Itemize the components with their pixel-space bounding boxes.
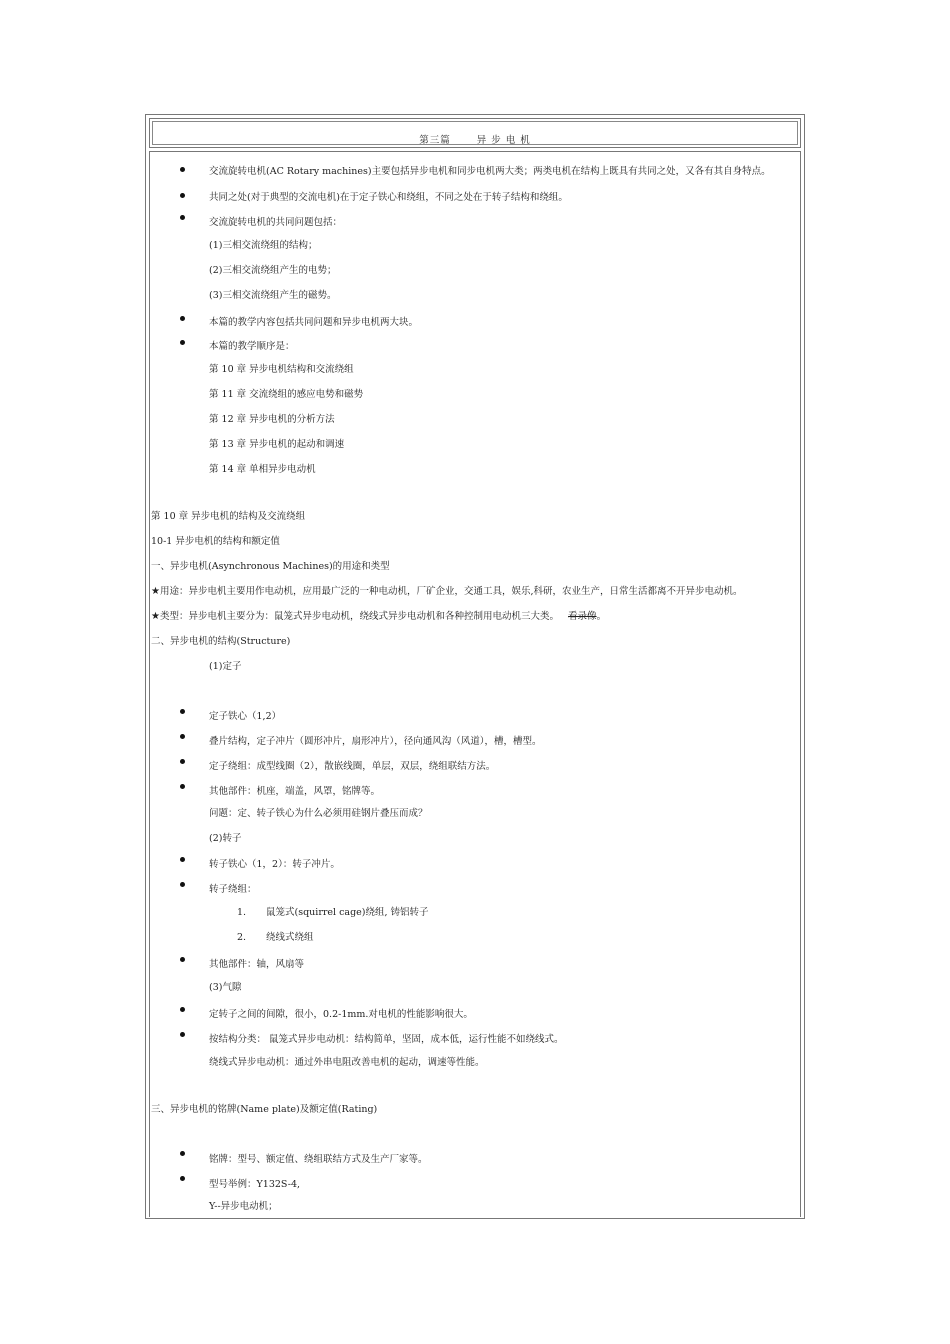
video-link[interactable]: 看录像: [568, 611, 597, 622]
intro-sub-2: (2)三相交流绕组产生的电势；: [209, 265, 337, 276]
airgap-item-3: 绕线式异步电动机：通过外串电阻改善电机的起动，调速等性能。: [209, 1057, 485, 1068]
intro-bullet-5: 本篇的教学顺序是：: [209, 341, 295, 352]
intro-sub-1: (1)三相交流绕组的结构；: [209, 240, 318, 251]
rotor-heading: (2)转子: [209, 833, 242, 844]
chapter-list-10: 第 10 章 异步电机结构和交流绕组: [209, 364, 354, 375]
bullet-icon: [180, 1151, 185, 1156]
rotor-sub-1: 鼠笼式(squirrel cage)绕组, 铸铝转子: [266, 907, 429, 918]
chapter-title: 第 10 章 异步电机的结构及交流绕组: [151, 511, 306, 522]
star-icon: ★: [151, 586, 160, 597]
rotor-item-2: 转子绕组：: [209, 884, 257, 895]
heading-1: 一、异步电机(Asynchronous Machines)的用途和类型: [151, 561, 390, 572]
section-title: 10-1 异步电机的结构和额定值: [151, 536, 280, 547]
type-paragraph: [151, 611, 606, 623]
intro-bullet-2: 共同之处(对于典型的交流电机)在于定子铁心和绕组，不同之处在于转子结构和绕组。: [209, 192, 568, 203]
intro-sub-3: (3)三相交流绕组产生的磁势。: [209, 290, 337, 301]
intro-bullet-4: 本篇的教学内容包括共同问题和异步电机两大块。: [209, 317, 419, 328]
chapter-list-14: 第 14 章 单相异步电动机: [209, 464, 316, 475]
airgap-item-2: 按结构分类： 鼠笼式异步电动机：结构简单，坚固，成本低，运行性能不如绕线式。: [209, 1034, 564, 1045]
airgap-heading: (3)气隙: [209, 982, 242, 993]
type-text: 类型：异步电机主要分为：鼠笼式异步电动机，绕线式异步电动机和各种控制用电动机三大类。: [159, 611, 559, 622]
bullet-icon: [180, 957, 185, 962]
rotor-sub-2-number: 2.: [237, 932, 247, 943]
bullet-icon: [180, 734, 185, 739]
stator-item-3: 定子绕组：成型线圈（2），散嵌线圈，单层，双层，绕组联结方法。: [209, 761, 496, 772]
bullet-icon: [180, 709, 185, 714]
chapter-list-12: 第 12 章 异步电机的分析方法: [209, 414, 335, 425]
bullet-icon: [180, 1176, 185, 1181]
rotor-item-1: 转子铁心（1，2）：转子冲片。: [209, 859, 340, 870]
chapter-list-11: 第 11 章 交流绕组的感应电势和磁势: [209, 389, 364, 400]
airgap-item-1: 定转子之间的间隙，很小，0.2-1mm.对电机的性能影响很大。: [209, 1009, 473, 1020]
star-icon: ★: [151, 611, 160, 622]
bullet-icon: [180, 1007, 185, 1012]
intro-bullet-1: 交流旋转电机(AC Rotary machines)主要包括异步电机和同步电机两大类；两类电机在结构上既具有共同之处，又各有其自身特点。: [209, 166, 771, 177]
bullet-icon: [180, 167, 185, 172]
rotor-item-3: 其他部件：轴，风扇等: [209, 959, 305, 970]
bullet-icon: [180, 340, 185, 345]
bullet-icon: [180, 193, 185, 198]
use-paragraph: [151, 586, 743, 598]
bullet-icon: [180, 759, 185, 764]
stator-item-2: 叠片结构，定子冲片（圆形冲片，扇形冲片），径向通风沟（风道），槽，槽型。: [209, 736, 542, 747]
bullet-icon: [180, 784, 185, 789]
intro-bullet-3: 交流旋转电机的共同问题包括：: [209, 217, 343, 228]
bullet-icon: [180, 215, 185, 220]
bullet-icon: [180, 882, 185, 887]
header-part: 第三篇: [419, 135, 451, 146]
heading-2: 二、异步电机的结构(Structure): [151, 636, 291, 647]
chapter-list-13: 第 13 章 异步电机的起动和调速: [209, 439, 345, 450]
header-title: 异 步 电 机: [476, 135, 531, 146]
type-end: 。: [596, 611, 607, 622]
bullet-icon: [180, 1032, 185, 1037]
rotor-sub-1-number: 1.: [237, 907, 247, 918]
bullet-icon: [180, 857, 185, 862]
page-header: [149, 132, 801, 146]
bullet-icon: [180, 316, 185, 321]
heading-3: 三、异步电机的铭牌(Name plate)及额定值(Rating): [151, 1104, 378, 1115]
stator-item-1: 定子铁心（1,2）: [209, 711, 282, 722]
nameplate-item-1: 铭牌：型号、额定值、绕组联结方式及生产厂家等。: [209, 1154, 428, 1165]
use-text: 用途：异步电机主要用作电动机，应用最广泛的一种电动机，厂矿企业，交通工具，娱乐,科研，农业生产，日常生活都离不开异步电动机。: [159, 586, 743, 597]
nameplate-item-3: Y--异步电动机；: [209, 1201, 278, 1212]
question: 问题：定、转子铁心为什么必须用硅钢片叠压而成？: [209, 808, 428, 819]
nameplate-item-2: 型号举例：Y132S-4,: [209, 1179, 301, 1190]
stator-heading: (1)定子: [209, 661, 242, 672]
rotor-sub-2: 绕线式绕组: [266, 932, 314, 943]
stator-item-4: 其他部件：机座，端盖，风罩，铭牌等。: [209, 786, 381, 797]
